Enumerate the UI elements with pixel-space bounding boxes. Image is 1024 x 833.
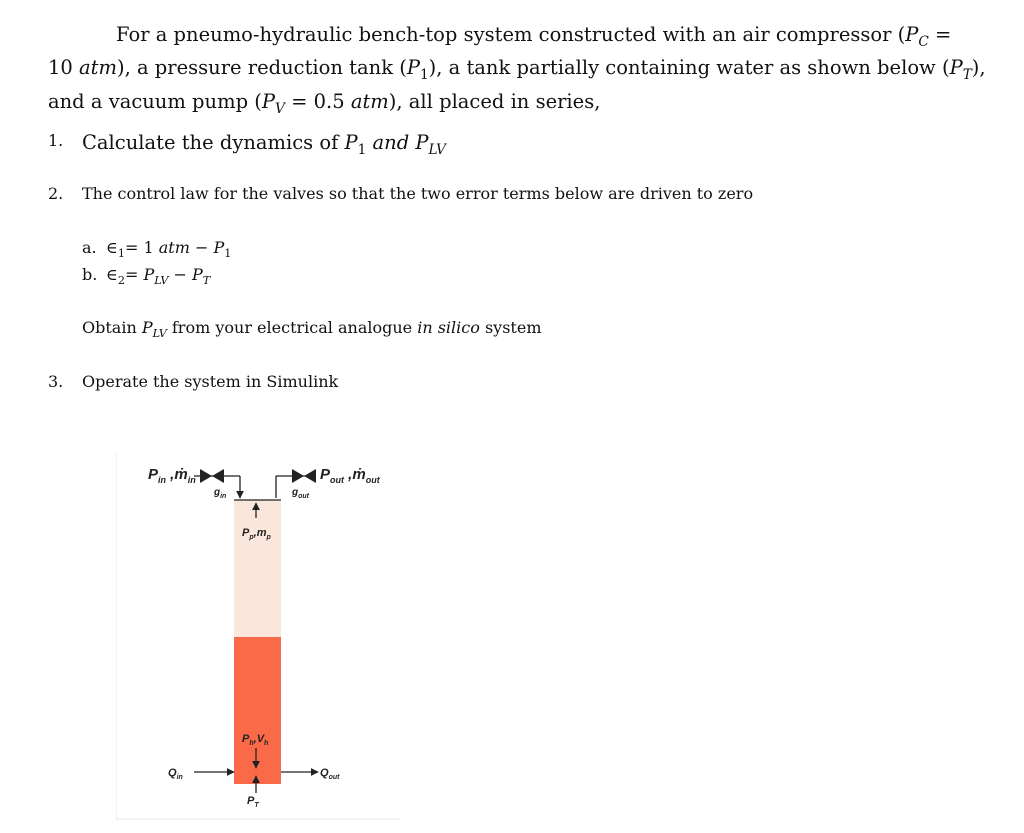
math-p1-sub: 1 xyxy=(224,247,232,261)
list-text-part: Calculate the dynamics of xyxy=(82,131,345,154)
label-pp-mp: $P_p,m_p$ xyxy=(242,527,271,541)
tank-diagram xyxy=(116,448,400,820)
math-and: and xyxy=(366,131,416,154)
math-p1: P xyxy=(344,131,358,154)
math-plv-sub: LV xyxy=(428,141,446,158)
sub-label: a. xyxy=(82,238,97,257)
math-plv: P xyxy=(143,265,155,284)
list-text xyxy=(82,131,446,158)
label-pin: $P_{in}$ ,ṁ$_{in}$ xyxy=(148,466,196,485)
math-atm: atm xyxy=(350,89,389,113)
math-atm: atm xyxy=(79,56,117,80)
sub-item xyxy=(82,238,482,260)
tank-liquid-region xyxy=(234,637,281,784)
math-rhs: = xyxy=(124,265,144,284)
math-pv-sub: V xyxy=(275,100,285,117)
epsilon-sub: 1 xyxy=(117,247,125,261)
outlet-valve-icon xyxy=(292,469,316,483)
obtain-line xyxy=(82,318,782,340)
list-number: 3. xyxy=(48,372,64,391)
list-text: Operate the system in Simulink xyxy=(82,372,339,391)
math-plv-sub: LV xyxy=(154,274,169,288)
math-atm: atm xyxy=(158,238,190,257)
math-p1-sub: 1 xyxy=(419,67,429,84)
math-pt: P xyxy=(192,265,203,284)
list-number: 2. xyxy=(48,184,64,203)
obtain-text: from your electrical analogue xyxy=(166,318,418,337)
obtain-emphasis: in silico xyxy=(417,318,480,337)
math-eq: = 0.5 xyxy=(284,89,351,113)
math-eq: = xyxy=(928,23,952,46)
sub-label: b. xyxy=(82,265,98,284)
intro-text: ), a tank partially containing water as shown below ( xyxy=(428,56,950,80)
intro-text: ), all placed in series, xyxy=(388,89,601,113)
math-p1-sub: 1 xyxy=(357,141,367,158)
obtain-text: Obtain xyxy=(82,318,142,337)
math-pt: P xyxy=(949,56,963,80)
list-number: 1. xyxy=(48,131,64,150)
label-qout: $Q_{out}$ xyxy=(320,767,340,781)
intro-text: ), xyxy=(971,56,986,80)
label-pt: $P_T$ xyxy=(247,795,259,809)
math-plv: P xyxy=(141,318,153,337)
math-pv: P xyxy=(261,89,276,113)
label-gout: $g_{out}$ xyxy=(292,487,309,500)
label-gin: $g_{in}$ xyxy=(214,487,227,500)
math-plv-sub: LV xyxy=(152,327,167,341)
sub-item xyxy=(82,265,482,287)
math-val: 10 xyxy=(48,56,80,80)
tank-gas-region xyxy=(234,500,281,637)
intro-text: and a vacuum pump ( xyxy=(48,89,262,113)
inlet-valve-icon xyxy=(200,469,224,483)
math-pc-sub: C xyxy=(918,33,929,50)
intro-text: For a pneumo-hydraulic bench-top system constructed with an air compressor ( xyxy=(116,23,906,46)
math-pc: P xyxy=(905,23,919,46)
sub-item-content xyxy=(82,265,211,288)
epsilon-symbol: ∈ xyxy=(106,238,118,257)
math-rhs: = 1 xyxy=(124,238,159,257)
math-minus: − xyxy=(189,238,214,257)
math-minus: − xyxy=(168,265,192,284)
label-qin: $Q_{in}$ xyxy=(168,767,183,781)
intro-text: ), a pressure reduction tank ( xyxy=(116,56,407,80)
math-pt-sub: T xyxy=(202,274,211,288)
label-pout: $P_{out}$ ,ṁ$_{out}$ xyxy=(320,466,380,485)
math-pt-sub: T xyxy=(962,67,972,84)
document-body xyxy=(48,22,988,122)
label-ph-vh: $P_h,V_h$ xyxy=(242,733,269,747)
math-p1: P xyxy=(406,56,420,80)
tank-diagram-svg xyxy=(116,448,400,820)
epsilon-sub: 2 xyxy=(117,274,125,288)
math-p1: P xyxy=(213,238,225,257)
sub-item-content xyxy=(82,238,232,261)
epsilon-symbol: ∈ xyxy=(106,265,118,284)
obtain-text: system xyxy=(479,318,542,337)
math-plv: P xyxy=(415,131,429,154)
list-text: The control law for the valves so that the two error terms below are driven to zero xyxy=(82,184,754,203)
intro-paragraph xyxy=(48,22,988,122)
